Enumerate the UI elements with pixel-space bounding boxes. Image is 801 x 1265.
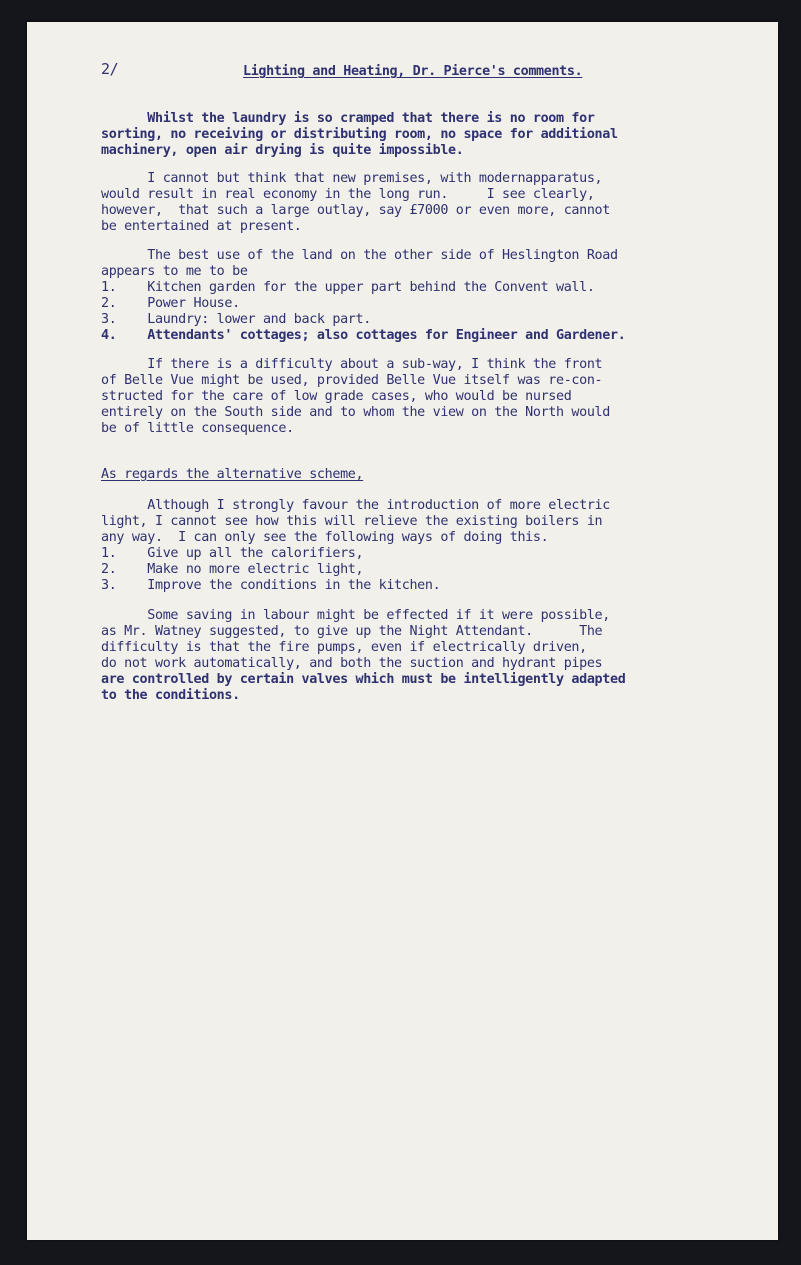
paragraph-4-line-5: be of little consequence. — [101, 421, 294, 436]
paragraph-1-line-2: sorting, no receiving or distributing room, no space for additional — [101, 127, 618, 142]
paragraph-4-line-4: entirely on the South side and to whom the view on the North would — [101, 405, 610, 420]
list-item-3: 3. Laundry: lower and back part. — [101, 312, 371, 327]
paragraph-5-line-1: Although I strongly favour the introduction of more electric — [101, 498, 610, 513]
paragraph-5-line-3: any way. I can only see the following ways of doing this. — [101, 530, 549, 545]
list-item-2: 2. Power House. — [101, 296, 240, 311]
option-item-2: 2. Make no more electric light, — [101, 562, 364, 577]
paragraph-5-line-2: light, I cannot see how this will relieve the existing boilers in — [101, 514, 603, 529]
paragraph-2-line-2: would result in real economy in the long run. I see clearly, — [101, 187, 595, 202]
list-item-1: 1. Kitchen garden for the upper part behind the Convent wall. — [101, 280, 595, 295]
paragraph-4-line-3: structed for the care of low grade cases, who would be nursed — [101, 389, 572, 404]
paragraph-6-line-5: are controlled by certain valves which must be intelligently adapted — [101, 672, 626, 687]
paragraph-6-line-6: to the conditions. — [101, 688, 240, 703]
document-page — [27, 22, 778, 1240]
paragraph-4-line-2: of Belle Vue might be used, provided Belle Vue itself was re-con- — [101, 373, 603, 388]
section-subheading: As regards the alternative scheme, — [101, 467, 364, 482]
paragraph-6-line-2: as Mr. Watney suggested, to give up the Night Attendant. The — [101, 624, 603, 639]
paragraph-6-line-1: Some saving in labour might be effected if it were possible, — [101, 608, 610, 623]
paragraph-4-line-1: If there is a difficulty about a sub-way, I think the front — [101, 357, 603, 372]
paragraph-6-line-4: do not work automatically, and both the suction and hydrant pipes — [101, 656, 603, 671]
option-item-3: 3. Improve the conditions in the kitchen. — [101, 578, 441, 593]
paragraph-6-line-3: difficulty is that the fire pumps, even if electrically driven, — [101, 640, 587, 655]
list-item-4: 4. Attendants' cottages; also cottages for Engineer and Gardener. — [101, 328, 626, 343]
paragraph-2-line-3: however, that such a large outlay, say £7000 or even more, cannot — [101, 203, 610, 218]
paragraph-3-line-1: The best use of the land on the other side of Heslington Road — [101, 248, 618, 263]
page-title: Lighting and Heating, Dr. Pierce's comments. — [243, 64, 583, 79]
page-number: 2/ — [101, 60, 119, 78]
paragraph-2-line-1: I cannot but think that new premises, with modernapparatus, — [101, 171, 603, 186]
paragraph-2-line-4: be entertained at present. — [101, 219, 302, 234]
paragraph-3-line-2: appears to me to be — [101, 264, 248, 279]
paragraph-1-line-3: machinery, open air drying is quite impossible. — [101, 143, 464, 158]
paragraph-1-line-1: Whilst the laundry is so cramped that there is no room for — [101, 111, 595, 126]
option-item-1: 1. Give up all the calorifiers, — [101, 546, 364, 561]
